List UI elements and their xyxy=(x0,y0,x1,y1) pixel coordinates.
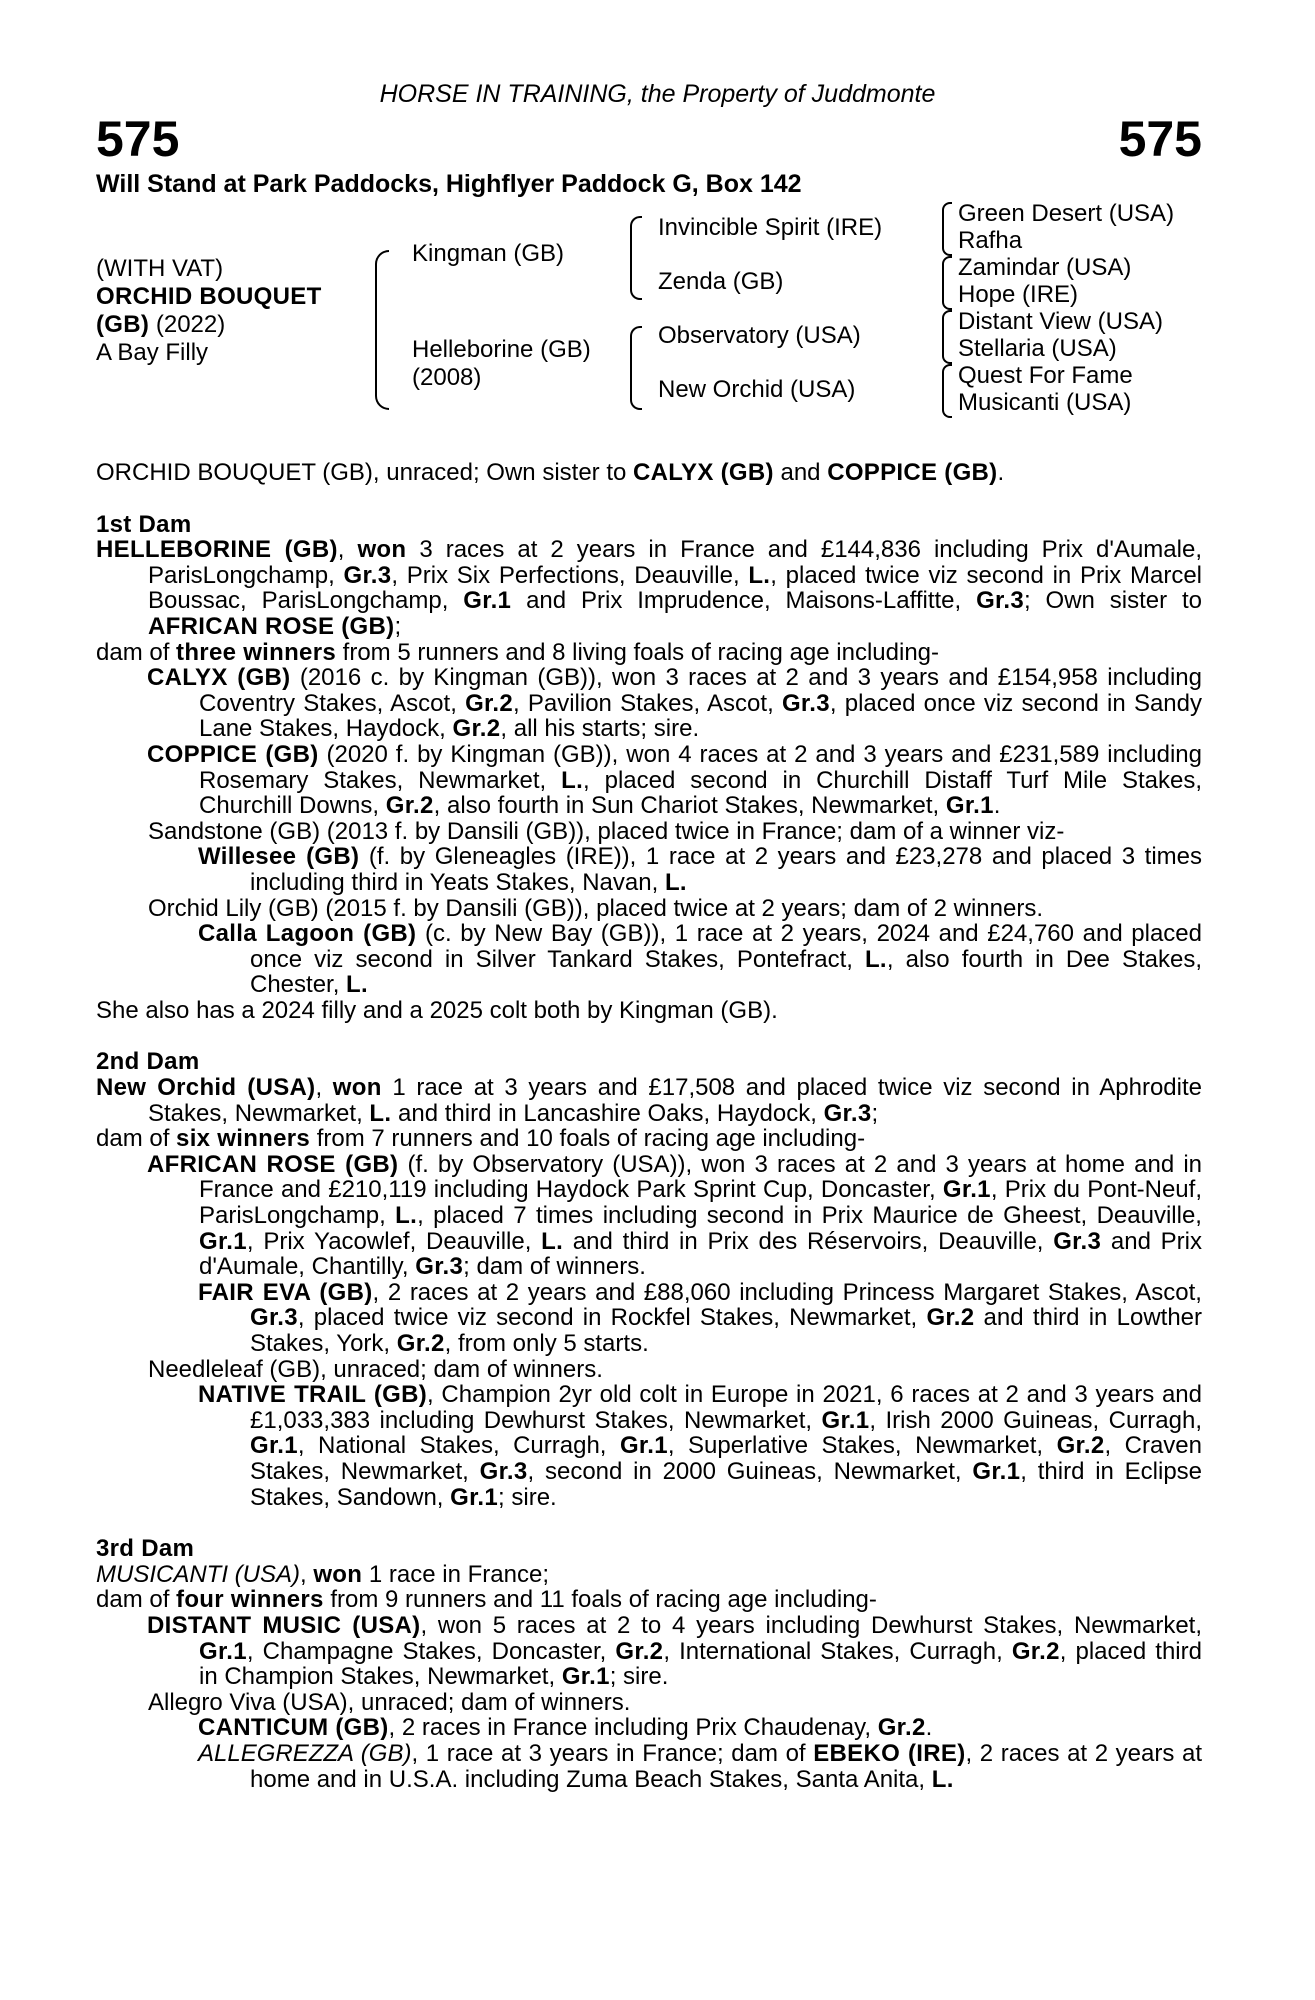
third-dam-produce-summary: dam of four winners from 9 runners and 11 foals of racing age including- xyxy=(96,1586,877,1614)
second-dam-record: New Orchid (USA), won 1 race at 3 years and £17,508 and placed twice viz second in Aphrodite Stakes, Newmarket, L. and third in Lancashire Oaks, Haydock, Gr.3; xyxy=(96,1074,1203,1127)
pedigree-brace-g4 xyxy=(942,364,952,418)
gg-sire-4: Quest For Fame xyxy=(958,362,1133,389)
pedigree-brace-g1 xyxy=(942,202,952,256)
produce-allegro-viva: Allegro Viva (USA), unraced; dam of winners. xyxy=(148,1688,631,1716)
produce-willesee: Willesee (GB) (f. by Gleneagles (IRE)), 1 race at 2 years and £23,278 and placed 3 times including third in Yeats Stakes, Navan, L. xyxy=(198,843,1202,896)
pedigree-brace-dam xyxy=(630,326,642,410)
lot-number-right: 575 xyxy=(1118,111,1202,167)
produce-african-rose: AFRICAN ROSE (GB) (f. by Observatory (USA)), won 3 races at 2 and 3 years at home and in France and £210,119 including Haydock Park Sprint Cup, Doncaster, Gr.1, Prix du Pont-Neuf, ParisLongchamp, L., placed 7 times including second in Prix Maurice de Gheest, Deauville, Gr.1, Prix Yacowlef, Deauville, L. and third in Prix des Réservoirs, Deauville, Gr.3 and Prix d'Aumale, Chantilly, Gr.3; dam of winners. xyxy=(147,1150,1202,1281)
gg-sire-3: Distant View (USA) xyxy=(958,308,1163,335)
dam-sire: Observatory (USA) xyxy=(658,322,861,349)
produce-fair-eva: FAIR EVA (GB), 2 races at 2 years and £88,060 including Princess Margaret Stakes, Ascot, Gr.3, placed twice viz second in Rockfel Stakes, Newmarket, Gr.2 and third in Lowther Stakes, York, Gr.2, from only 5 starts. xyxy=(198,1278,1203,1357)
first-dam-also: She also has a 2024 filly and a 2025 colt both by Kingman (GB). xyxy=(96,996,778,1024)
produce-needleleaf: Needleleaf (GB), unraced; dam of winners. xyxy=(148,1355,603,1383)
dam-year: (2008) xyxy=(412,364,482,391)
lot-number-left: 575 xyxy=(96,111,180,167)
horse-origin-year: (GB) (2022) xyxy=(96,311,226,338)
produce-allegrezza: ALLEGREZZA (GB), 1 race at 3 years in France; dam of EBEKO (IRE), 2 races at 2 years at home and in U.S.A. including Zuma Beach Stakes, Santa Anita, L. xyxy=(198,1739,1203,1793)
second-dam-heading: 2nd Dam xyxy=(96,1048,200,1076)
pedigree-brace-main xyxy=(375,250,389,410)
gg-dam-1: Rafha xyxy=(958,227,1023,254)
dam-dam: New Orchid (USA) xyxy=(658,376,856,403)
sire-sire: Invincible Spirit (IRE) xyxy=(658,214,883,241)
pedigree-brace-sire xyxy=(630,216,642,300)
gg-dam-4: Musicanti (USA) xyxy=(958,389,1132,416)
intro-line: ORCHID BOUQUET (GB), unraced; Own sister to CALYX (GB) and COPPICE (GB). xyxy=(96,459,1005,486)
third-dam-record: MUSICANTI (USA), won 1 race in France; xyxy=(96,1560,549,1588)
sire: Kingman (GB) xyxy=(412,240,565,267)
pedigree-notes xyxy=(96,460,1202,1792)
gg-dam-3: Stellaria (USA) xyxy=(958,335,1117,362)
first-dam-heading: 1st Dam xyxy=(96,510,192,538)
produce-native-trail: NATIVE TRAIL (GB), Champion 2yr old colt in Europe in 2021, 6 races at 2 and 3 years and £1,033,383 including Dewhurst Stakes, Newmarket, Gr.1, Irish 2000 Guineas, Curragh, Gr.1, National Stakes, Curragh, Gr.1, Superlative Stakes, Newmarket, Gr.2, Craven Stakes, Newmarket, Gr.3, second in 2000 Guineas, Newmarket, Gr.1, third in Eclipse Stakes, Sandown, Gr.1; sire. xyxy=(198,1381,1203,1511)
catalogue-header: HORSE IN TRAINING, the Property of Juddmonte xyxy=(379,80,936,108)
produce-calyx: CALYX (GB) (2016 c. by Kingman (GB)), won 3 races at 2 and 3 years and £154,958 including Coventry Stakes, Ascot, Gr.2, Pavilion Stakes, Ascot, Gr.3, placed once viz second in Sandy Lane Stakes, Haydock, Gr.2, all his starts; sire. xyxy=(147,664,1202,743)
produce-orchid-lily: Orchid Lily (GB) (2015 f. by Dansili (GB)), placed twice at 2 years; dam of 2 winners. xyxy=(148,894,1043,922)
third-dam-heading: 3rd Dam xyxy=(96,1535,195,1563)
produce-canticum: CANTICUM (GB), 2 races in France including Prix Chaudenay, Gr.2. xyxy=(198,1714,933,1742)
produce-sandstone: Sandstone (GB) (2013 f. by Dansili (GB)), placed twice in France; dam of a winner viz- xyxy=(148,817,1065,845)
first-dam-produce-summary: dam of three winners from 5 runners and 8 living foals of racing age including- xyxy=(96,638,939,666)
first-dam-record: HELLEBORINE (GB), won 3 races at 2 years in France and £144,836 including Prix d'Aumale, ParisLongchamp, Gr.3, Prix Six Perfections, Deauville, L., placed twice viz second in Prix Marcel Boussac, ParisLongchamp, Gr.1 and Prix Imprudence, Maisons-Laffitte, Gr.3; Own sister to AFRICAN ROSE (GB); xyxy=(96,536,1203,640)
second-dam-produce-summary: dam of six winners from 7 runners and 10 foals of racing age including- xyxy=(96,1125,866,1153)
gg-sire-1: Green Desert (USA) xyxy=(958,200,1175,227)
gg-dam-2: Hope (IRE) xyxy=(958,281,1079,308)
produce-coppice: COPPICE (GB) (2020 f. by Kingman (GB)), won 4 races at 2 and 3 years and £231,589 including Rosemary Stakes, Newmarket, L., placed second in Churchill Distaff Turf Mile Stakes, Churchill Downs, Gr.2, also fourth in Sun Chariot Stakes, Newmarket, Gr.1. xyxy=(147,740,1202,820)
horse-description: A Bay Filly xyxy=(96,339,209,366)
dam: Helleborine (GB) xyxy=(412,336,591,363)
pedigree-brace-g2 xyxy=(942,256,952,310)
stand-location: Will Stand at Park Paddocks, Highflyer Paddock G, Box 142 xyxy=(96,170,802,198)
pedigree-brace-g3 xyxy=(942,310,952,364)
horse-summary xyxy=(96,255,376,367)
gg-sire-2: Zamindar (USA) xyxy=(958,254,1132,281)
produce-calla-lagoon: Calla Lagoon (GB) (c. by New Bay (GB)), 1 race at 2 years, 2024 and £24,760 and placed once viz second in Silver Tankard Stakes, Pontefract, L., also fourth in Dee Stakes, Chester, L. xyxy=(198,920,1203,999)
sire-dam: Zenda (GB) xyxy=(658,268,784,295)
horse-name: ORCHID BOUQUET xyxy=(96,283,322,310)
produce-distant-music: DISTANT MUSIC (USA), won 5 races at 2 to 4 years including Dewhurst Stakes, Newmarket, Gr.1, Champagne Stakes, Doncaster, Gr.2, International Stakes, Curragh, Gr.2, placed third in Champion Stakes, Newmarket, Gr.1; sire. xyxy=(147,1611,1202,1691)
vat-note: (WITH VAT) xyxy=(96,255,224,282)
